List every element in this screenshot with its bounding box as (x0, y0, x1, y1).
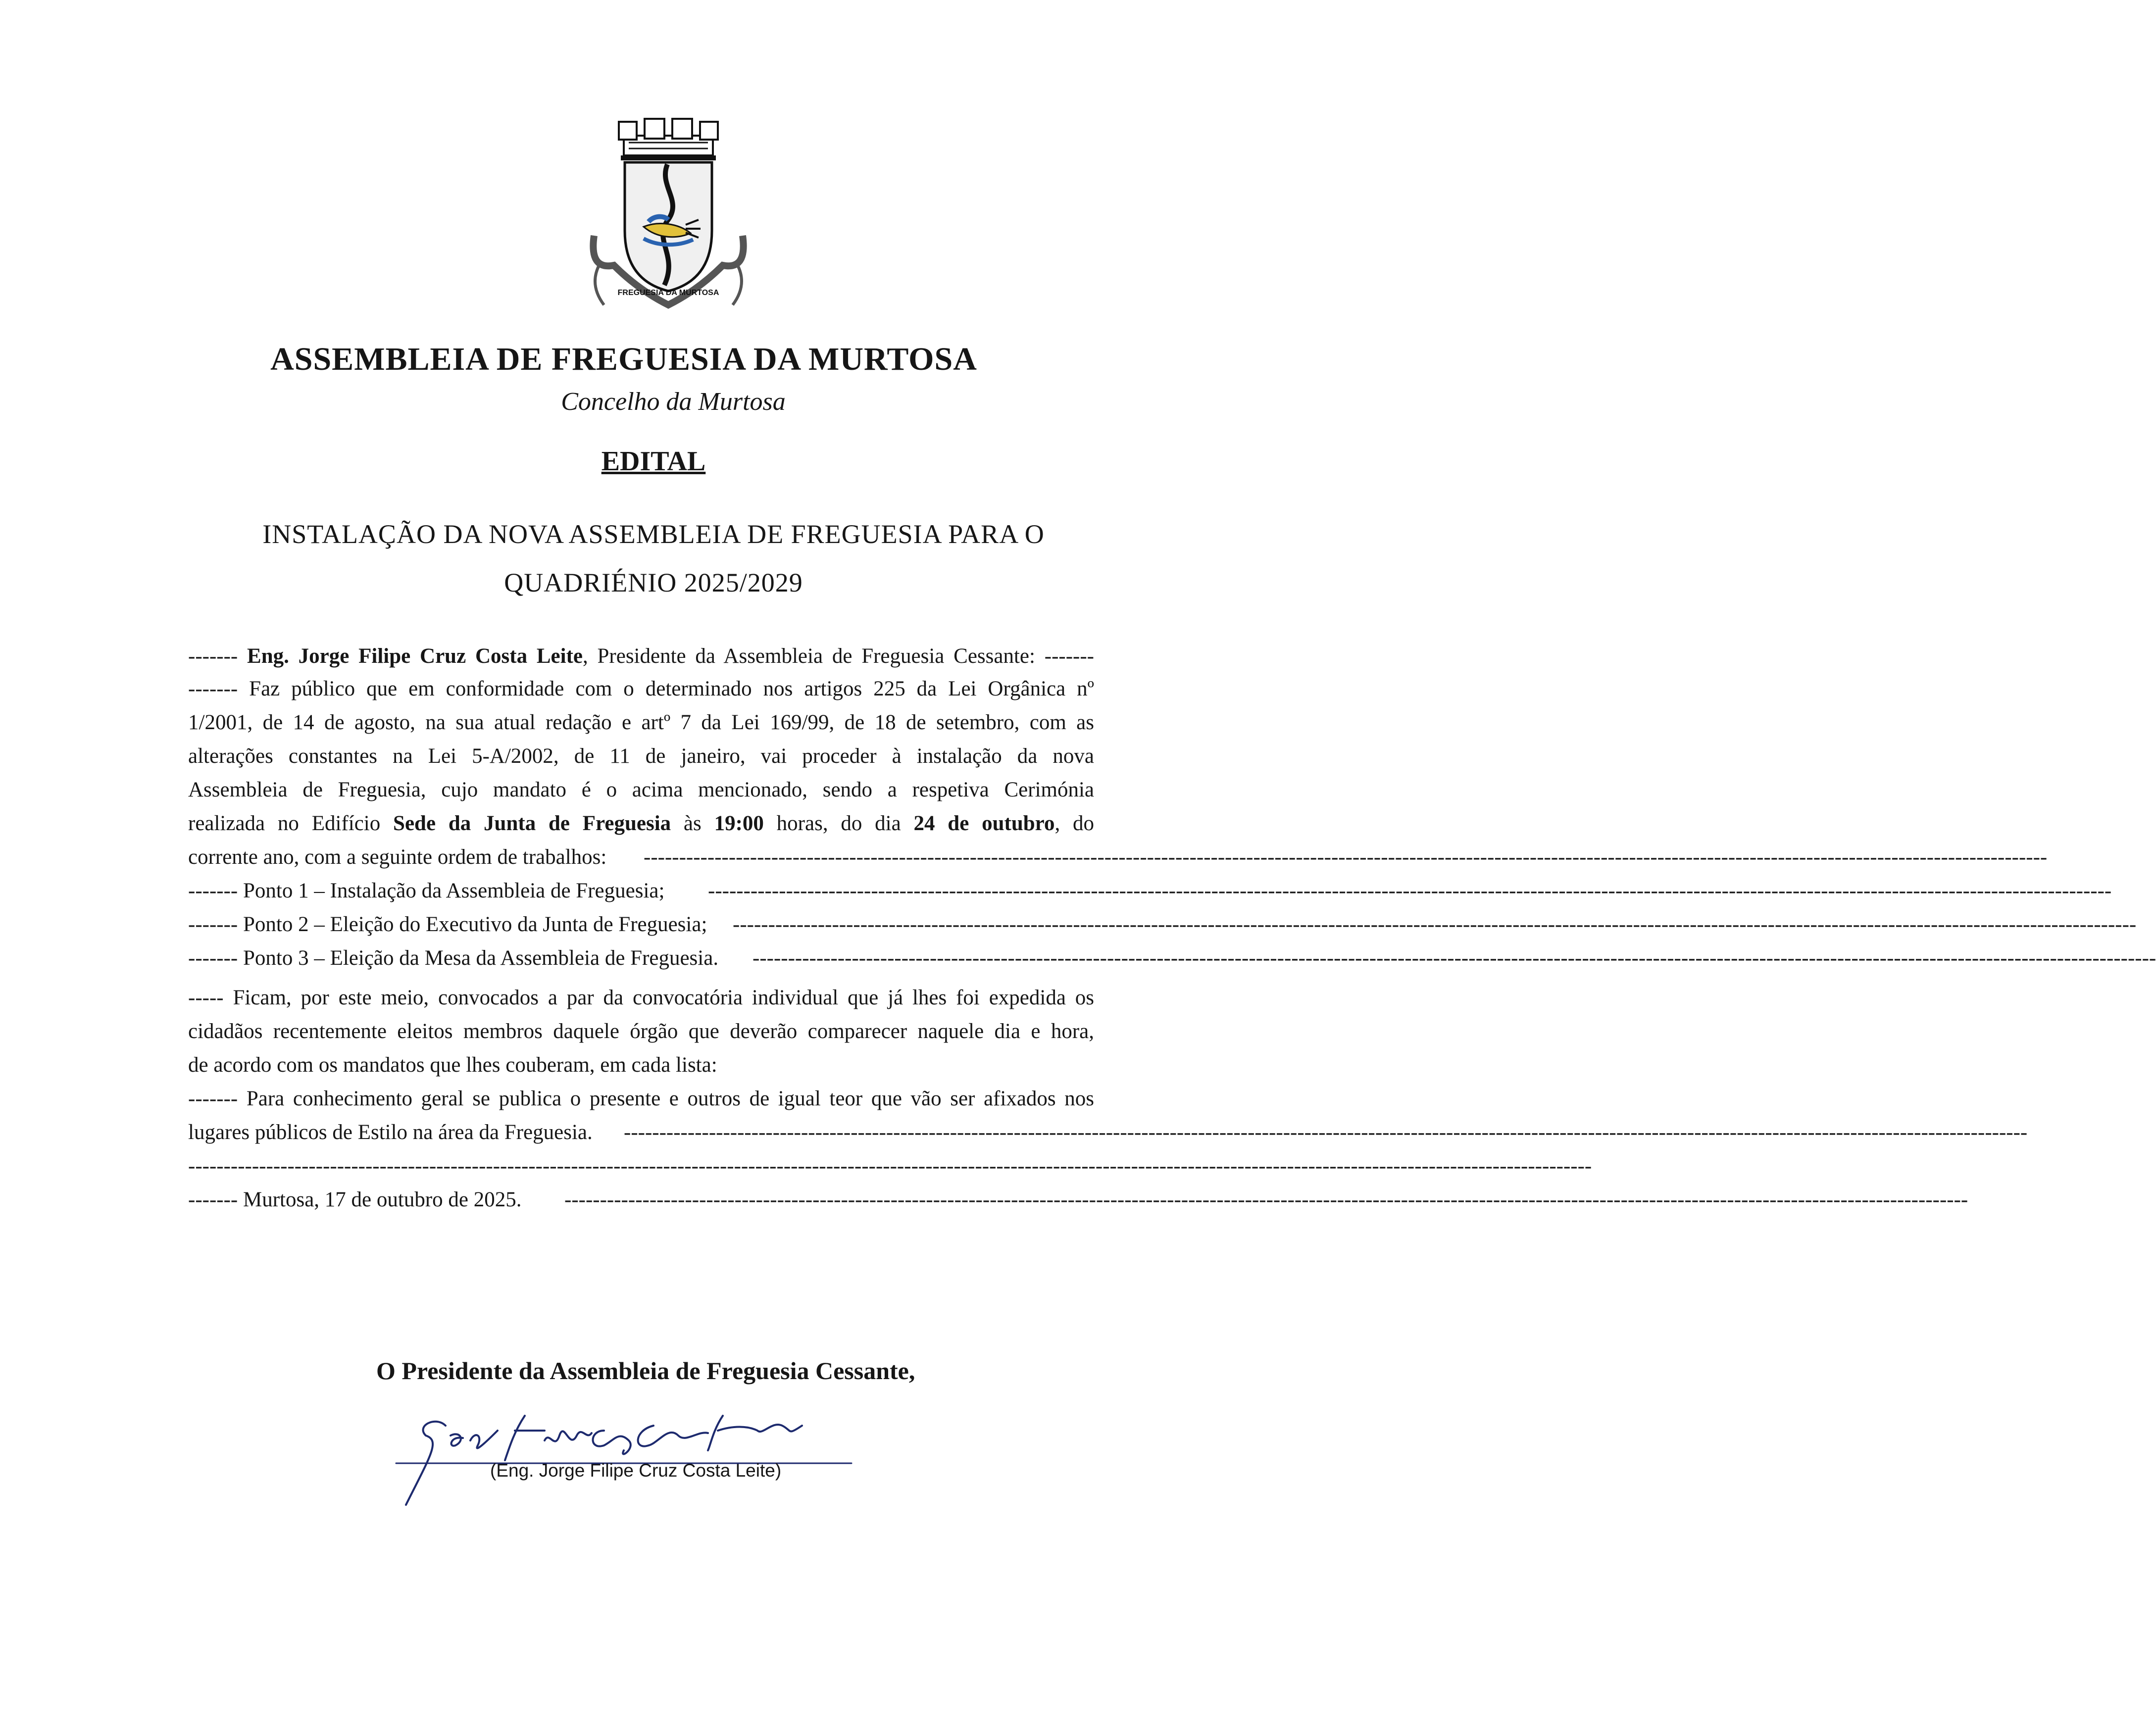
p3-line-3: de acordo com os mandatos que lhes couberam, em cada lista: (188, 1053, 717, 1077)
filler-dashes: ------------------------------------------------------------------------------------------------------------------------------------------------------------------------------------------------------ (188, 1154, 1592, 1178)
venue: Sede da Junta de Freguesia (393, 812, 671, 835)
heading-line-1: INSTALAÇÃO DA NOVA ASSEMBLEIA DE FREGUESIA PARA O (262, 519, 1045, 549)
p4-line-2-text: lugares públicos de Estilo na área da Freguesia. (188, 1121, 593, 1144)
heading-line-2: QUADRIÉNIO 2025/2029 (504, 568, 803, 597)
crown-icon (619, 119, 718, 160)
meeting-time: 19:00 (714, 812, 764, 835)
crest-motto: FREGUESIA DA MURTOSA (617, 289, 719, 297)
agenda-point-1 (188, 876, 2112, 906)
filler-dashes: ------------------------------------------------------------------------------------------------------------------------------------------------------------------------------------------------------ (708, 879, 2112, 902)
agenda-point-3 (188, 943, 2156, 973)
document-type: EDITAL (601, 446, 706, 477)
crest-emblem (584, 117, 752, 315)
meeting-date: 24 de outubro (913, 812, 1055, 835)
p2-l5-part: às (671, 812, 714, 835)
p2-line-6-text: corrente ano, com a seguinte ordem de trabalhos: (188, 845, 607, 869)
p2-line-1: ------- Faz público que em conformidade com o determinado nos artigos 225 da Lei Orgânica nº (188, 677, 1094, 700)
signature-title: O Presidente da Assembleia de Freguesia Cessante, (376, 1357, 915, 1385)
p3-line-2: cidadãos recentemente eleitos membros daquele órgão que deverão comparecer naquele dia e hora, (188, 1020, 1094, 1043)
paragraph-1 (188, 642, 1094, 671)
date-line (188, 1185, 1968, 1215)
p2-l5-part: , do (1054, 812, 1095, 835)
p2-line-4: Assembleia de Freguesia, cujo mandato é o acima mencionado, sendo a respetiva Cerimónia (188, 778, 1094, 801)
agenda-point-text: ------- Ponto 3 – Eleição da Mesa da Assembleia de Freguesia. (188, 946, 719, 970)
filler-dashes: ------------------------------------------------------------------------------------------------------------------------------------------------------------------------------------------------------ (752, 946, 2156, 970)
filler-dashes: ------------------------------------------------------------------------------------------------------------------------------------------------------------------------------------------------------ (624, 1121, 2028, 1144)
trail-dashes: ------- (1044, 645, 1094, 668)
p4-line-2 (188, 1118, 2028, 1147)
p2-l5-part: horas, do dia (763, 812, 914, 835)
lead-dashes: ------- (188, 645, 238, 668)
agenda-point-text: ------- Ponto 2 – Eleição do Executivo da Junta de Freguesia; (188, 913, 707, 936)
page-subtitle: Concelho da Murtosa (561, 388, 786, 416)
agenda-point-text: ------- Ponto 1 – Instalação da Assembleia de Freguesia; (188, 879, 665, 902)
president-name: Eng. Jorge Filipe Cruz Costa Leite (247, 645, 583, 668)
p2-l5-part: realizada no Edifício (188, 812, 394, 835)
p1-rest: , Presidente da Assembleia de Freguesia Cessante: (582, 645, 1035, 668)
filler-dashes: ------------------------------------------------------------------------------------------------------------------------------------------------------------------------------------------------------ (733, 913, 2137, 936)
page-title: ASSEMBLEIA DE FREGUESIA DA MURTOSA (270, 341, 977, 377)
p2-line-3: alterações constantes na Lei 5-A/2002, de 11 de janeiro, vai proceder à instalação da nova (188, 744, 1094, 768)
p4-line-1: ------- Para conhecimento geral se publica o presente e outros de igual teor que vão ser afixados nos (188, 1087, 1094, 1110)
filler-dashes: ------------------------------------------------------------------------------------------------------------------------------------------------------------------------------------------------------ (564, 1188, 1968, 1211)
p2-line-6 (188, 843, 2048, 872)
printed-name: (Eng. Jorge Filipe Cruz Costa Leite) (490, 1460, 782, 1481)
shield-icon (625, 162, 712, 291)
signature-handwritten-text: Jorge Filipe Cruz Costa Leite (376, 1386, 382, 1387)
p2-line-5 (188, 809, 1094, 839)
filler-dashes: ------------------------------------------------------------------------------------------------------------------------------------------------------------------------------------------------------ (644, 845, 2048, 869)
agenda-point-2 (188, 910, 2137, 940)
date-line-text: ------- Murtosa, 17 de outubro de 2025. (188, 1188, 522, 1211)
p2-line-2: 1/2001, de 14 de agosto, na sua atual redação e artº 7 da Lei 169/99, de 18 de setembro, com as (188, 711, 1094, 734)
p3-line-1: ----- Ficam, por este meio, convocados a par da convocatória individual que já lhes foi expedida os (188, 986, 1094, 1009)
